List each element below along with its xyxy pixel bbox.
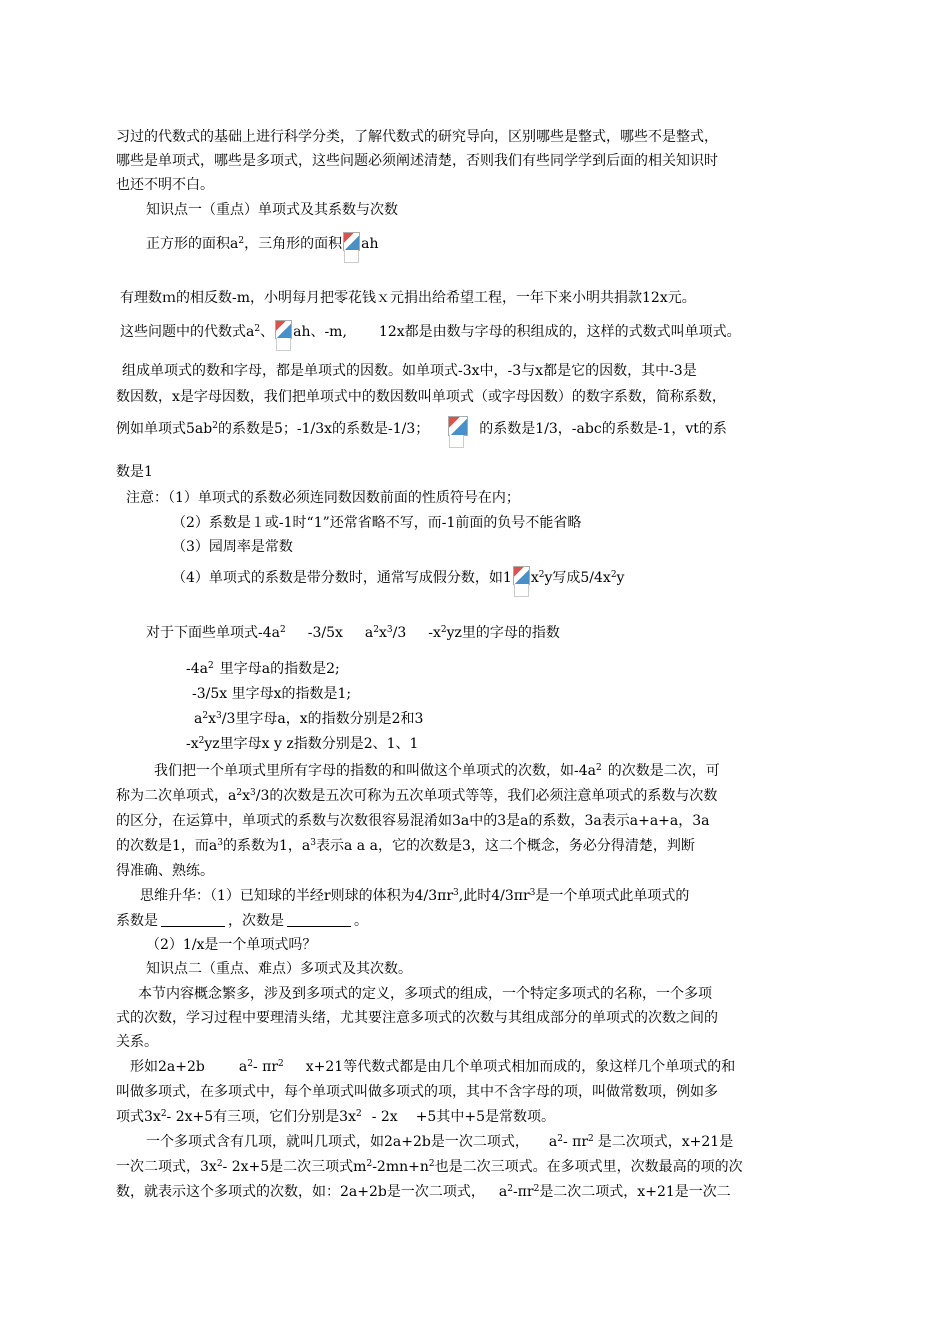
text-line: 也还不明不白。 bbox=[116, 177, 214, 193]
text-line: 我们把一个单项式里所有字母的指数的和叫做这个单项式的次数，如$-4a^2$ 的次数是二次，可 bbox=[154, 763, 720, 779]
text-line: 正方形的面积$a^2$，三角形的面积 ah bbox=[146, 232, 378, 255]
text-line: 组成单项式的数和字母，都是单项式的因数。如单项式-3x中，-3与x都是它的因数，其中-3是 bbox=[122, 363, 697, 379]
text-line: 的区分，在运算中，单项式的系数与次数很容易混淆如3a中的3是a的系数，3a表示a+a+a，3a bbox=[116, 813, 710, 829]
text-line: 一个多项式含有几项，就叫几项式，如2a+2b是一次二项式， $a^2-$ $\pi r^2$ 是二次项式，x+21是 bbox=[146, 1134, 734, 1150]
text-line: 本节内容概念繁多，涉及到多项式的定义，多项式的组成，一个特定多项式的名称，一个多项 bbox=[138, 986, 712, 1002]
text-line: 注意：（1）单项式的系数必须连同数因数前面的性质符号在内； bbox=[126, 490, 520, 506]
text-line: 得准确、熟练。 bbox=[116, 863, 214, 879]
text-line: 这些问题中的代数式$a^2$、 ah、-m, 12x都是由数与字母的积组成的，这样的式数式叫单项式。 bbox=[120, 320, 741, 343]
text-line: 思维升华：（1）已知球的半经r则球的体积为$4/3\pi r^3$,此时$4/3\pi r^3$是一个单项式此单项式的 bbox=[140, 888, 690, 904]
image-placeholder-icon bbox=[448, 416, 468, 436]
text-line: $-x^2yz$里字母x y z指数分别是2、1、1 bbox=[186, 736, 419, 752]
text-line: 叫做多项式，在多项式中，每个单项式叫做多项式的项，其中不含字母的项，叫做常数项，例如多 bbox=[116, 1084, 718, 1100]
image-placeholder-icon bbox=[513, 566, 530, 585]
text-line: 项式$3x^2-$ 2x+5有三项，它们分别是$3x^2 - 2x +5$其中+5是常数项。 bbox=[116, 1109, 555, 1125]
text-line: 数，就表示这个多项式的次数，如：2a+2b是一次二项式， $a^2-\pi r^2$是二次二项式，x+21是一次二 bbox=[116, 1184, 731, 1200]
text-line: 习过的代数式的基础上进行科学分类，了解代数式的研究导向，区别哪些是整式，哪些不是整式， bbox=[116, 129, 718, 145]
text-line: 称为二次单项式，$a^2x^3/3$的次数是五次可称为五次单项式等等，我们必须注意单项式的系数与次数 bbox=[116, 788, 718, 804]
image-placeholder-icon bbox=[275, 320, 292, 339]
section-heading: 知识点二（重点、难点）多项式及其次数。 bbox=[146, 961, 412, 977]
text-line: 哪些是单项式，哪些是多项式，这些问题必须阐述清楚，否则我们有些同学学到后面的相关知识时 bbox=[116, 153, 718, 169]
text-line: 形如2a+2b $a^2-$ $\pi r^2$ x+21等代数式都是由几个单项式相加而成的，象这样几个单项式的和 bbox=[130, 1059, 736, 1075]
text-line: （2）1/x是一个单项式吗？ bbox=[146, 937, 317, 953]
text-line: （3）园周率是常数 bbox=[172, 539, 293, 555]
text-line: 数是1 bbox=[116, 464, 153, 480]
text-line: （4）单项式的系数是带分数时，通常写成假分数，如1 $x^2y$写成$5/4x^2y$ bbox=[172, 566, 624, 589]
text-line: -3/5x 里字母x的指数是1; bbox=[192, 686, 352, 702]
text-line: 的次数是1，而$a^3$的系数为1，$a^3$表示a a a，它的次数是3，这二个概念，务必分得清楚，判断 bbox=[116, 838, 695, 854]
section-heading: 知识点一（重点）单项式及其系数与次数 bbox=[146, 202, 398, 218]
text-line: （2）系数是１或-1时“1”还常省略不写，而-1前面的负号不能省略 bbox=[172, 515, 582, 531]
image-placeholder-icon bbox=[343, 232, 360, 251]
text-line: 对于下面些单项式$-4a^2$ -3/5x $a^2x^3/3$ $-x^2yz$里的字母的指数 bbox=[146, 625, 560, 641]
text-line: 有理数ｍ的相反数-m，小明每月把零花钱ｘ元捐出给希望工程，一年下来小明共捐款12x元。 bbox=[120, 290, 696, 306]
answer-blank[interactable] bbox=[161, 913, 225, 927]
text-line: $-4a^2$ 里字母a的指数是2; bbox=[186, 661, 340, 677]
text-line: 系数是 ，次数是 。 bbox=[116, 913, 368, 929]
text-line: 一次二项式，$3x^2-$ 2x+5是二次三项式$m^2-2mn+n^2$也是二次三项式。在多项式里，次数最高的项的次 bbox=[116, 1159, 743, 1175]
text-line: $a^2x^3/3$里字母a，x的指数分别是2和3 bbox=[194, 711, 424, 727]
text-line: 关系。 bbox=[116, 1034, 158, 1050]
text-line: 数因数，x是字母因数，我们把单项式中的数因数叫单项式（或字母因数）的数字系数，简称系数， bbox=[116, 389, 726, 405]
text-line: 式的次数，学习过程中要理清头绪，尤其要注意多项式的次数与其组成部分的单项式的次数之间的 bbox=[116, 1010, 718, 1026]
answer-blank[interactable] bbox=[287, 913, 351, 927]
text-line: 例如单项式$5ab^2$的系数是5；-1/3x的系数是-1/3； 的系数是1/3，-abc的系数是-1，vt的系 bbox=[116, 416, 727, 440]
